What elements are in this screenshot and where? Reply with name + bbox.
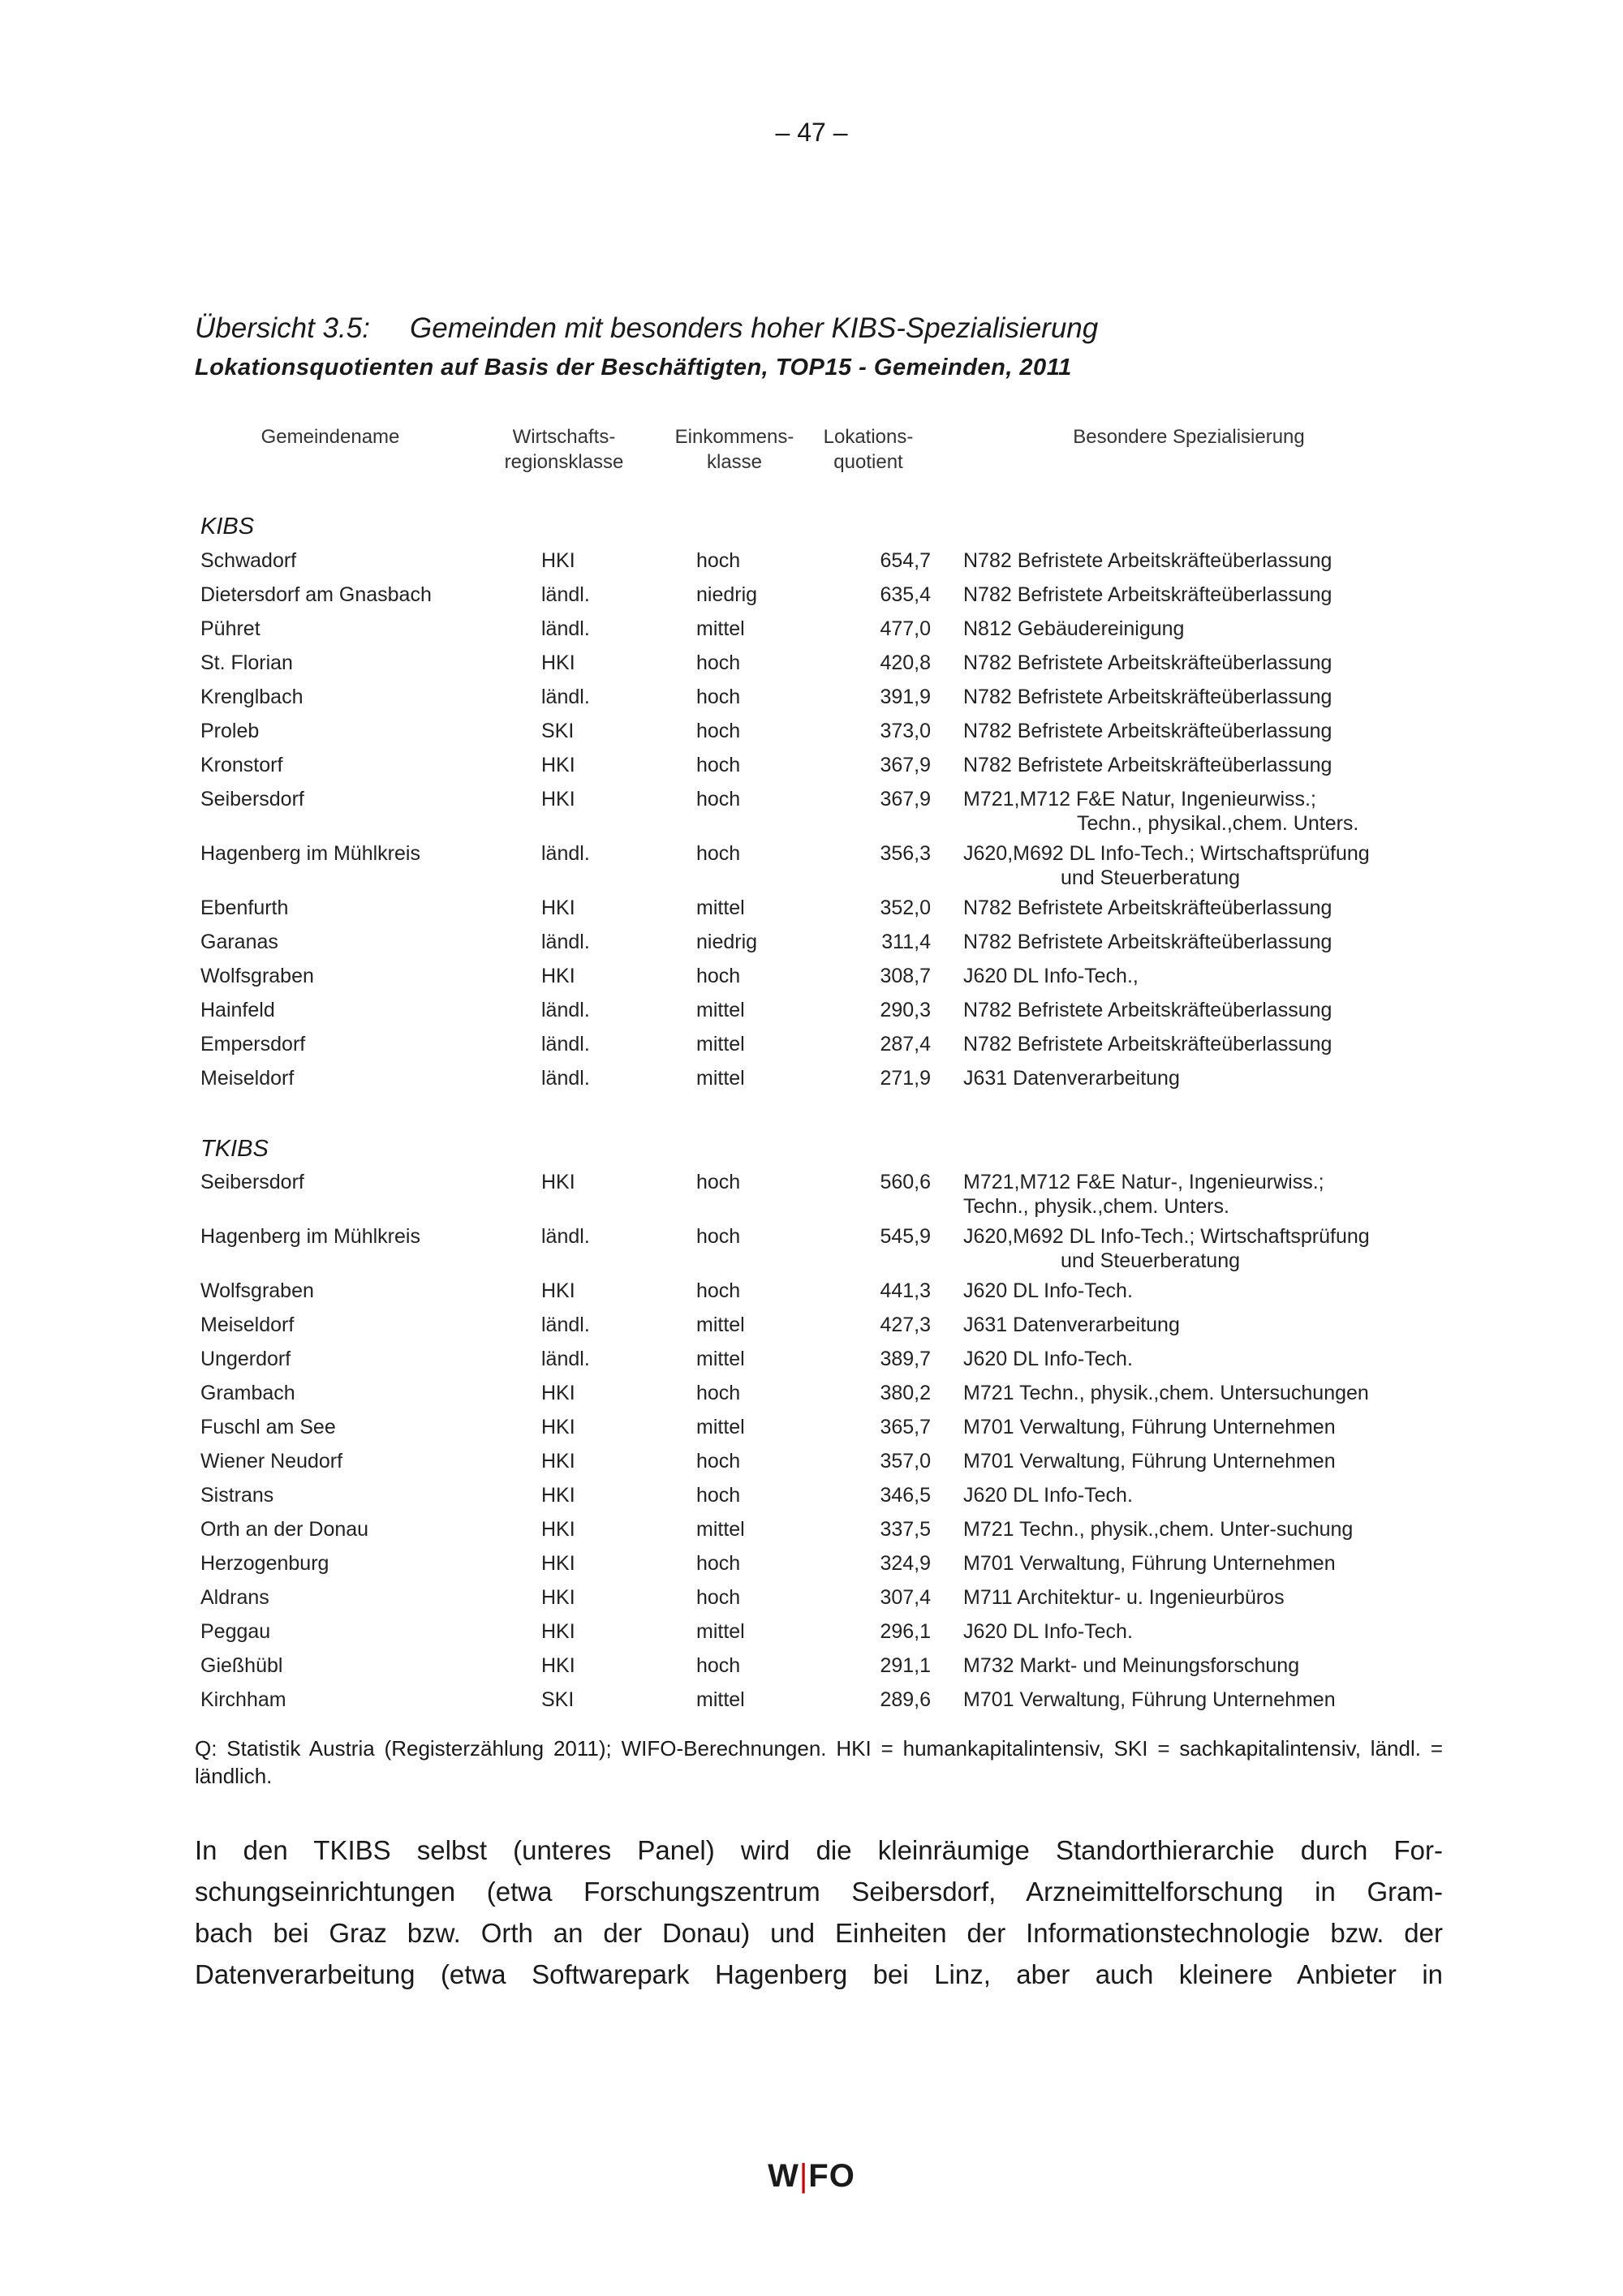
- header-income-line2: klasse: [706, 451, 763, 473]
- cell-name: Seibersdorf: [200, 1171, 304, 1193]
- cell-income-class: hoch: [696, 1382, 741, 1404]
- cell-specialization-cont: und Steuerberatung: [1061, 866, 1241, 889]
- cell-income-class: hoch: [696, 842, 741, 865]
- table-number: Übersicht 3.5:: [195, 312, 370, 344]
- cell-location-quotient: 290,3: [880, 999, 931, 1021]
- cell-specialization: N782 Befristete Arbeitskräfteüberlassung: [963, 1033, 1332, 1056]
- header-lq-line2: quotient: [833, 451, 903, 473]
- cell-region-class: ländl.: [541, 1225, 590, 1248]
- cell-name: Hainfeld: [200, 999, 275, 1021]
- cell-specialization: J620,M692 DL Info-Tech.; Wirtschaftsprüfung: [963, 842, 1370, 865]
- cell-specialization: J620,M692 DL Info-Tech.; Wirtschaftsprüfung: [963, 1225, 1370, 1248]
- cell-region-class: HKI: [541, 1620, 575, 1643]
- kibs-table: [200, 548, 1466, 1100]
- cell-name: Empersdorf: [200, 1033, 306, 1056]
- cell-income-class: hoch: [696, 965, 741, 987]
- cell-income-class: hoch: [696, 1484, 741, 1507]
- cell-location-quotient: 352,0: [880, 896, 931, 919]
- table-row: [200, 1066, 1466, 1100]
- cell-specialization: N782 Befristete Arbeitskräfteüberlassung: [963, 754, 1332, 776]
- cell-name: Hagenberg im Mühlkreis: [200, 842, 420, 865]
- cell-specialization: N782 Befristete Arbeitskräfteüberlassung: [963, 720, 1332, 742]
- cell-name: Gießhübl: [200, 1654, 283, 1677]
- cell-name: Wolfsgraben: [200, 965, 314, 987]
- cell-income-class: mittel: [696, 1067, 745, 1090]
- cell-location-quotient: 654,7: [880, 549, 931, 572]
- cell-location-quotient: 380,2: [880, 1382, 931, 1404]
- table-row: [200, 548, 1466, 583]
- table-row: [200, 719, 1466, 753]
- cell-region-class: HKI: [541, 1416, 575, 1438]
- table-row: [200, 1032, 1466, 1066]
- table-row: [200, 1585, 1466, 1619]
- cell-name: Schwadorf: [200, 549, 297, 572]
- cell-location-quotient: 307,4: [880, 1586, 931, 1609]
- cell-income-class: hoch: [696, 1586, 741, 1609]
- cell-income-class: mittel: [696, 1348, 745, 1370]
- cell-specialization: M732 Markt- und Meinungsforschung: [963, 1654, 1300, 1677]
- cell-income-class: mittel: [696, 896, 745, 919]
- cell-location-quotient: 420,8: [880, 651, 931, 674]
- cell-location-quotient: 477,0: [880, 617, 931, 640]
- table-title-text: Gemeinden mit besonders hoher KIBS-Spezialisierung: [410, 312, 1099, 344]
- cell-region-class: ländl.: [541, 999, 590, 1021]
- cell-name: Ebenfurth: [200, 896, 289, 919]
- cell-income-class: mittel: [696, 1033, 745, 1056]
- table-row: [200, 998, 1466, 1032]
- header-name: [200, 424, 460, 449]
- cell-specialization: J620 DL Info-Tech.: [963, 1620, 1133, 1643]
- cell-name: Pühret: [200, 617, 260, 640]
- cell-region-class: HKI: [541, 965, 575, 987]
- cell-income-class: hoch: [696, 1654, 741, 1677]
- table-row: [200, 583, 1466, 617]
- cell-name: Herzogenburg: [200, 1552, 329, 1575]
- cell-name: Aldrans: [200, 1586, 269, 1609]
- cell-location-quotient: 560,6: [880, 1171, 931, 1193]
- table-row: [200, 1313, 1466, 1347]
- cell-location-quotient: 365,7: [880, 1416, 931, 1438]
- cell-name: Fuschl am See: [200, 1416, 336, 1438]
- cell-income-class: hoch: [696, 788, 741, 810]
- header-income: [653, 424, 816, 475]
- cell-specialization: J620 DL Info-Tech.: [963, 1279, 1133, 1302]
- cell-income-class: hoch: [696, 1171, 741, 1193]
- table-row: [200, 1347, 1466, 1381]
- cell-region-class: HKI: [541, 1518, 575, 1541]
- cell-location-quotient: 337,5: [880, 1518, 931, 1541]
- cell-specialization: J620 DL Info-Tech.: [963, 1348, 1133, 1370]
- cell-name: Wiener Neudorf: [200, 1450, 343, 1473]
- wifo-logo: W|FO: [768, 2158, 855, 2194]
- cell-income-class: mittel: [696, 617, 745, 640]
- cell-specialization-cont: Techn., physikal.,chem. Unters.: [1077, 812, 1359, 835]
- table-row: [200, 964, 1466, 998]
- cell-region-class: HKI: [541, 1171, 575, 1193]
- paragraph-line: Datenverarbeitung (etwa Softwarepark Hagenberg bei Linz, aber auch kleinere Anbieter in: [195, 1959, 1443, 1989]
- section-title-kibs: KIBS: [200, 514, 255, 540]
- cell-location-quotient: 367,9: [880, 788, 931, 810]
- cell-name: Orth an der Donau: [200, 1518, 369, 1541]
- cell-region-class: HKI: [541, 1654, 575, 1677]
- cell-specialization: J620 DL Info-Tech.: [963, 1484, 1133, 1507]
- cell-income-class: mittel: [696, 1688, 745, 1711]
- cell-specialization: J631 Datenverarbeitung: [963, 1067, 1180, 1090]
- source-note: Q: Statistik Austria (Registerzählung 2011); WIFO-Berechnungen. HKI = humankapitalintensiv, SKI = sachkapitalintensiv, ländl. = ländlich.: [195, 1736, 1443, 1788]
- cell-location-quotient: 357,0: [880, 1450, 931, 1473]
- cell-region-class: HKI: [541, 788, 575, 810]
- paragraph-line: In den TKIBS selbst (unteres Panel) wird die kleinräumige Standorthierarchie durch For-: [195, 1835, 1443, 1865]
- header-region-line2: regionsklasse: [504, 451, 624, 473]
- cell-name: St. Florian: [200, 651, 293, 674]
- cell-specialization: M701 Verwaltung, Führung Unternehmen: [963, 1552, 1336, 1575]
- table-title: [195, 312, 1098, 345]
- cell-region-class: ländl.: [541, 842, 590, 865]
- header-spec-text: Besondere Spezialisierung: [1073, 426, 1305, 448]
- cell-name: Hagenberg im Mühlkreis: [200, 1225, 420, 1248]
- cell-specialization: M701 Verwaltung, Führung Unternehmen: [963, 1416, 1336, 1438]
- cell-region-class: HKI: [541, 896, 575, 919]
- cell-name: Peggau: [200, 1620, 271, 1643]
- cell-name: Proleb: [200, 720, 260, 742]
- cell-region-class: ländl.: [541, 1033, 590, 1056]
- cell-specialization: N782 Befristete Arbeitskräfteüberlassung: [963, 931, 1332, 953]
- cell-income-class: hoch: [696, 1279, 741, 1302]
- cell-specialization: M721,M712 F&E Natur-, Ingenieurwiss.;: [963, 1171, 1324, 1193]
- cell-name: Meiseldorf: [200, 1067, 295, 1090]
- header-lq: [803, 424, 933, 475]
- table-row: [200, 685, 1466, 719]
- table-row: [200, 1279, 1466, 1313]
- cell-name: Seibersdorf: [200, 788, 304, 810]
- cell-specialization: J631 Datenverarbeitung: [963, 1314, 1180, 1336]
- cell-income-class: niedrig: [696, 583, 758, 606]
- section-title-tkibs: TKIBS: [200, 1136, 269, 1162]
- cell-specialization-cont: und Steuerberatung: [1061, 1249, 1241, 1272]
- cell-location-quotient: 356,3: [880, 842, 931, 865]
- cell-income-class: mittel: [696, 1314, 745, 1336]
- cell-location-quotient: 311,4: [881, 931, 931, 953]
- cell-specialization: N782 Befristete Arbeitskräfteüberlassung: [963, 896, 1332, 919]
- table-row: [200, 753, 1466, 787]
- cell-specialization: M721 Techn., physik.,chem. Unter-suchung: [963, 1518, 1354, 1541]
- cell-name: Kirchham: [200, 1688, 286, 1711]
- cell-location-quotient: 545,9: [880, 1225, 931, 1248]
- cell-name: Sistrans: [200, 1484, 274, 1507]
- table-row: [200, 787, 1466, 841]
- cell-region-class: HKI: [541, 1279, 575, 1302]
- cell-location-quotient: 308,7: [880, 965, 931, 987]
- cell-region-class: HKI: [541, 1552, 575, 1575]
- table-row: [200, 1483, 1466, 1517]
- cell-name: Grambach: [200, 1382, 295, 1404]
- cell-region-class: ländl.: [541, 931, 590, 953]
- body-paragraph: [195, 1829, 1443, 1995]
- cell-location-quotient: 287,4: [880, 1033, 931, 1056]
- table-row: [200, 1170, 1466, 1224]
- cell-location-quotient: 367,9: [880, 754, 931, 776]
- cell-specialization: N782 Befristete Arbeitskräfteüberlassung: [963, 549, 1332, 572]
- cell-location-quotient: 291,1: [880, 1654, 931, 1677]
- cell-name: Dietersdorf am Gnasbach: [200, 583, 432, 606]
- cell-specialization: M701 Verwaltung, Führung Unternehmen: [963, 1450, 1336, 1473]
- cell-region-class: HKI: [541, 754, 575, 776]
- cell-income-class: mittel: [696, 1416, 745, 1438]
- table-row: [200, 617, 1466, 651]
- cell-specialization: J620 DL Info-Tech.,: [963, 965, 1139, 987]
- table-row: [200, 896, 1466, 930]
- cell-region-class: ländl.: [541, 1314, 590, 1336]
- table-row: [200, 1381, 1466, 1415]
- table-row: [200, 841, 1466, 896]
- cell-location-quotient: 289,6: [880, 1688, 931, 1711]
- cell-specialization: N782 Befristete Arbeitskräfteüberlassung: [963, 999, 1332, 1021]
- table-row: [200, 1551, 1466, 1585]
- cell-specialization: M721 Techn., physik.,chem. Untersuchungen: [963, 1382, 1369, 1404]
- cell-location-quotient: 346,5: [880, 1484, 931, 1507]
- cell-name: Ungerdorf: [200, 1348, 291, 1370]
- table-row: [200, 930, 1466, 964]
- cell-location-quotient: 441,3: [880, 1279, 931, 1302]
- header-lq-line1: Lokations-: [823, 426, 914, 448]
- cell-name: Krenglbach: [200, 686, 304, 708]
- paragraph-line: bach bei Graz bzw. Orth an der Donau) und Einheiten der Informationstechnologie bzw. der: [195, 1918, 1443, 1948]
- tkibs-table: [200, 1170, 1466, 1722]
- cell-income-class: hoch: [696, 1225, 741, 1248]
- cell-specialization: N782 Befristete Arbeitskräfteüberlassung: [963, 583, 1332, 606]
- table-row: [200, 1224, 1466, 1279]
- cell-location-quotient: 271,9: [880, 1067, 931, 1090]
- cell-income-class: mittel: [696, 1518, 745, 1541]
- cell-region-class: HKI: [541, 1586, 575, 1609]
- cell-location-quotient: 427,3: [880, 1314, 931, 1336]
- cell-name: Kronstorf: [200, 754, 283, 776]
- cell-specialization: M721,M712 F&E Natur, Ingenieurwiss.;: [963, 788, 1316, 810]
- cell-income-class: hoch: [696, 686, 741, 708]
- cell-income-class: hoch: [696, 651, 741, 674]
- header-region-line1: Wirtschafts-: [512, 426, 616, 448]
- table-row: [200, 1653, 1466, 1688]
- header-income-line1: Einkommens-: [674, 426, 794, 448]
- cell-region-class: ländl.: [541, 1067, 590, 1090]
- table-row: [200, 1449, 1466, 1483]
- table-row: [200, 1517, 1466, 1551]
- paragraph-line: schungseinrichtungen (etwa Forschungszentrum Seibersdorf, Arzneimittelforschung in Gram-: [195, 1877, 1443, 1907]
- cell-location-quotient: 296,1: [880, 1620, 931, 1643]
- cell-region-class: ländl.: [541, 617, 590, 640]
- cell-location-quotient: 391,9: [880, 686, 931, 708]
- cell-location-quotient: 324,9: [880, 1552, 931, 1575]
- cell-region-class: SKI: [541, 1688, 575, 1711]
- cell-income-class: hoch: [696, 1450, 741, 1473]
- table-row: [200, 651, 1466, 685]
- cell-specialization: N782 Befristete Arbeitskräfteüberlassung: [963, 686, 1332, 708]
- cell-region-class: HKI: [541, 1484, 575, 1507]
- cell-region-class: SKI: [541, 720, 575, 742]
- cell-income-class: hoch: [696, 720, 741, 742]
- cell-income-class: hoch: [696, 754, 741, 776]
- table-subtitle: Lokationsquotienten auf Basis der Beschäftigten, TOP15 - Gemeinden, 2011: [195, 355, 1072, 381]
- cell-income-class: hoch: [696, 1552, 741, 1575]
- cell-location-quotient: 389,7: [880, 1348, 931, 1370]
- cell-income-class: mittel: [696, 999, 745, 1021]
- cell-specialization: M711 Architektur- u. Ingenieurbüros: [963, 1586, 1285, 1609]
- cell-income-class: mittel: [696, 1620, 745, 1643]
- cell-name: Meiseldorf: [200, 1314, 295, 1336]
- cell-region-class: HKI: [541, 549, 575, 572]
- header-name-text: Gemeindename: [260, 426, 400, 448]
- header-spec: [974, 424, 1404, 449]
- cell-region-class: ländl.: [541, 583, 590, 606]
- table-row: [200, 1688, 1466, 1722]
- cell-region-class: ländl.: [541, 1348, 590, 1370]
- table-row: [200, 1415, 1466, 1449]
- cell-specialization: M701 Verwaltung, Führung Unternehmen: [963, 1688, 1336, 1711]
- cell-income-class: niedrig: [696, 931, 758, 953]
- cell-region-class: ländl.: [541, 686, 590, 708]
- cell-specialization: N782 Befristete Arbeitskräfteüberlassung: [963, 651, 1332, 674]
- cell-region-class: HKI: [541, 1450, 575, 1473]
- cell-region-class: HKI: [541, 651, 575, 674]
- cell-region-class: HKI: [541, 1382, 575, 1404]
- cell-income-class: hoch: [696, 549, 741, 572]
- page-number: – 47 –: [775, 118, 848, 147]
- cell-location-quotient: 635,4: [880, 583, 931, 606]
- cell-location-quotient: 373,0: [880, 720, 931, 742]
- cell-specialization: N812 Gebäudereinigung: [963, 617, 1185, 640]
- cell-name: Garanas: [200, 931, 278, 953]
- cell-name: Wolfsgraben: [200, 1279, 314, 1302]
- table-row: [200, 1619, 1466, 1653]
- cell-specialization-cont: Techn., physik.,chem. Unters.: [963, 1195, 1229, 1218]
- header-region: [483, 424, 645, 475]
